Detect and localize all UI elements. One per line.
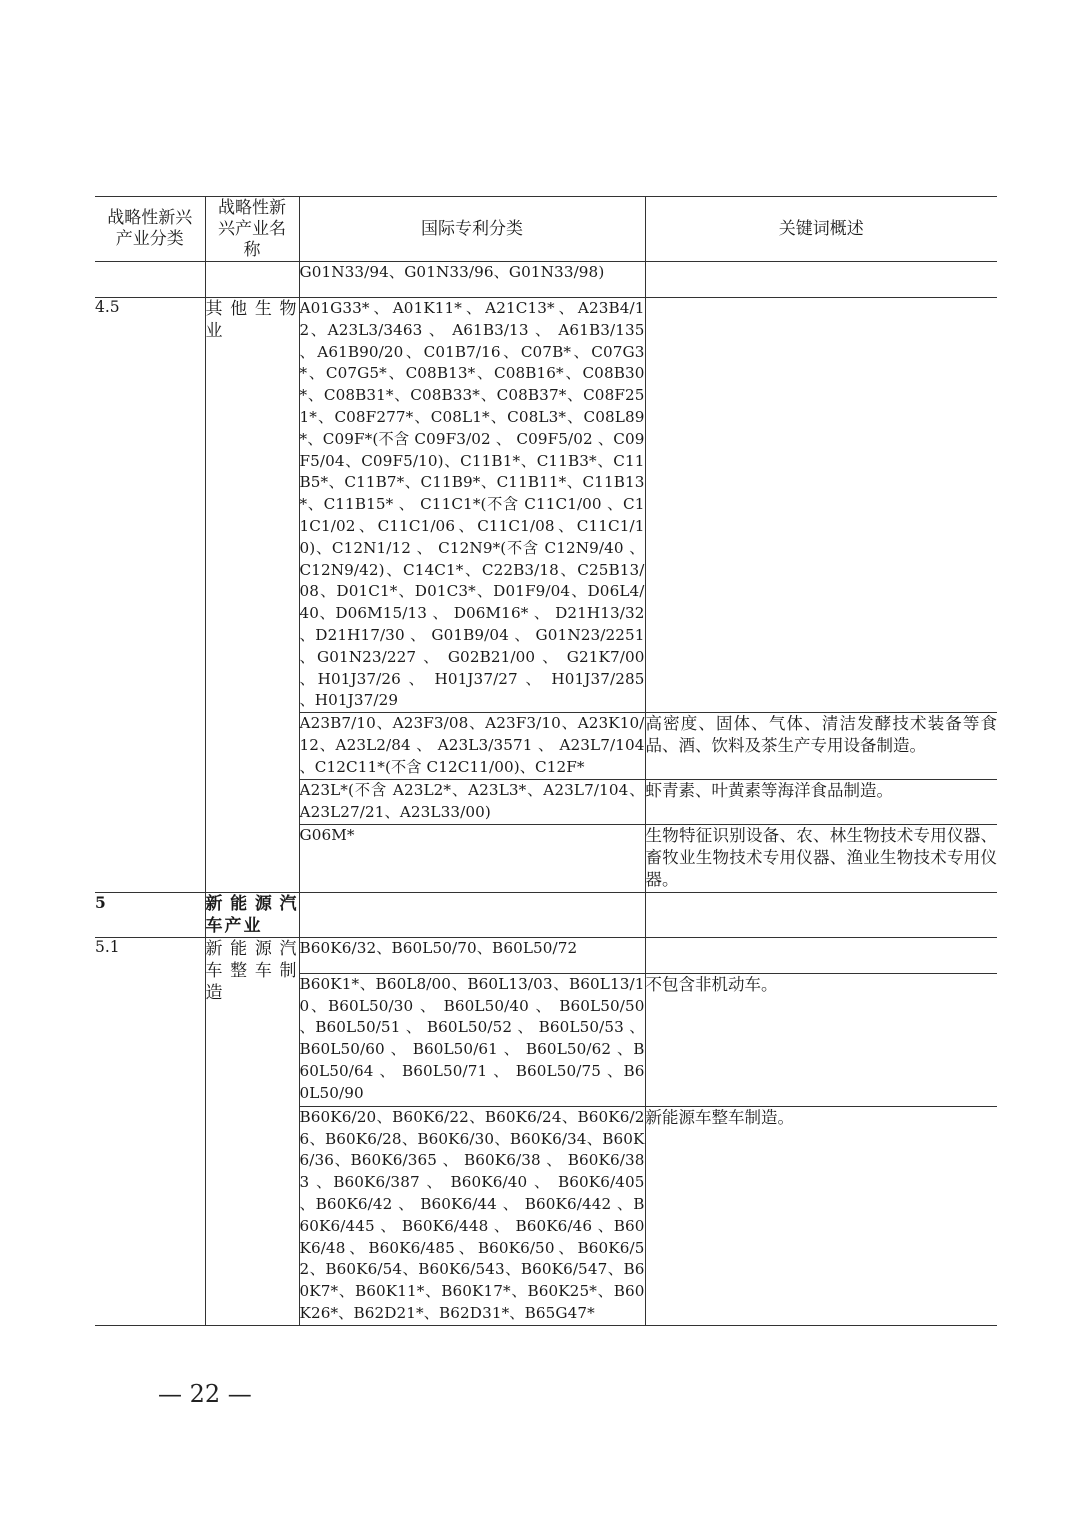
keywords-cell: 生物特征识别设备、农、林生物技术专用仪器、畜牧业生物技术专用仪器、渔业生物技术专用仪器。 — [645, 824, 997, 892]
ipc-cell — [299, 892, 645, 937]
keywords-cell — [645, 937, 997, 973]
industry-name: 新能源汽车产业 — [205, 893, 299, 936]
category-cell — [95, 262, 205, 298]
keywords-cell: 高密度、固体、气体、清洁发酵技术装备等食品、酒、饮料及茶生产专用设备制造。 — [645, 713, 997, 780]
header-ipc: 国际专利分类 — [299, 197, 645, 262]
industry-name: 新能源汽车整车制造 — [205, 937, 299, 1325]
keywords-cell: 不包含非机动车。 — [645, 973, 997, 1106]
header-category: 战略性新兴产业分类 — [95, 197, 205, 262]
page-number: — 22 — — [158, 1380, 252, 1408]
keywords-cell — [645, 892, 997, 937]
ipc-cell: G06M* — [299, 824, 645, 892]
ipc-cell: A23B7/10、A23F3/08、A23F3/10、A23K10/12、A23L2/84 、 A23L3/3571 、 A23L7/104 、C12C11*(不含 C12C11/00)、C12F* — [299, 713, 645, 780]
ipc-cell: A01G33*、A01K11*、A21C13*、A23B4/12、A23L3/3463 、 A61B3/13 、 A61B3/135 、A61B90/20、C01B7/16、C07B*、C07G3*、C07G5*、C08B13*、C08B16*、C08B30*、C08B31*、C08B33*、C08B37*、C08F251*、C08F277*、C08L1*、C08L3*、C08L89*、C09F*(不含 C09F3/02 、 C09F5/02 、C09F5/04、C09F5/10)、C11B1*、C11B3*、C11B5*、C11B7*、C11B9*、C11B11*、C11B13*、C11B15* 、 C11C1*(不含 C11C1/00 、C11C1/02、C11C1/06、C11C1/08、C11C1/10)、C12N1/12 、 C12N9*(不含 C12N9/40 、C12N9/42)、C14C1*、C22B3/18、C25B13/08、D01C1*、D01C3*、D01F9/04、D06L4/40、D06M15/13 、 D06M16* 、 D21H13/32 、D21H17/30 、 G01B9/04 、 G01N23/2251 、G01N23/227 、 G02B21/00 、 G21K7/00 、H01J37/26 、 H01J37/27 、 H01J37/285 、H01J37/29 — [299, 298, 645, 713]
industry-name-cell — [205, 262, 299, 298]
ipc-cell: B60K6/20、B60K6/22、B60K6/24、B60K6/26、B60K6/28、B60K6/30、B60K6/34、B60K6/36、B60K6/365 、 B60K6/38 、 B60K6/383 、B60K6/387 、 B60K6/40 、 B60K6/405 、B60K6/42 、 B60K6/44 、 B60K6/442 、B60K6/445 、 B60K6/448 、 B60K6/46 、B60K6/48、B60K6/485、B60K6/50、B60K6/52、B60K6/54、B60K6/543、B60K6/547、B60K7*、B60K11*、B60K17*、B60K25*、B60K26*、B62D21*、B62D31*、B65G47* — [299, 1106, 645, 1325]
table-row — [95, 262, 997, 298]
keywords-cell: 虾青素、叶黄素等海洋食品制造。 — [645, 780, 997, 825]
keywords-cell: 新能源车整车制造。 — [645, 1106, 997, 1325]
ipc-cell: A23L*(不含 A23L2*、A23L3*、A23L7/104、A23L27/21、A23L33/00) — [299, 780, 645, 825]
category-number: 4.5 — [95, 298, 205, 893]
table-row — [95, 892, 997, 937]
ipc-cell: G01N33/94、G01N33/96、G01N33/98) — [299, 262, 645, 298]
keywords-cell — [645, 298, 997, 713]
category-number: 5 — [95, 892, 205, 937]
header-industry-name: 战略性新兴产业名称 — [205, 197, 299, 262]
keywords-cell — [645, 262, 997, 298]
ipc-cell: B60K1*、B60L8/00、B60L13/03、B60L13/10、B60L50/30 、 B60L50/40 、 B60L50/50 、B60L50/51 、 B60L50/52 、 B60L50/53 、B60L50/60 、 B60L50/61 、 B60L50/62 、B60L50/64 、 B60L50/71 、 B60L50/75 、B60L50/90 — [299, 973, 645, 1106]
table-row — [95, 298, 997, 713]
patent-classification-table — [95, 196, 997, 1326]
category-number: 5.1 — [95, 937, 205, 1325]
ipc-cell: B60K6/32、B60L50/70、B60L50/72 — [299, 937, 645, 973]
table-row — [95, 937, 997, 973]
table-header-row — [95, 197, 997, 262]
header-keywords: 关键词概述 — [645, 197, 997, 262]
industry-name: 其他生物业 — [205, 298, 299, 893]
